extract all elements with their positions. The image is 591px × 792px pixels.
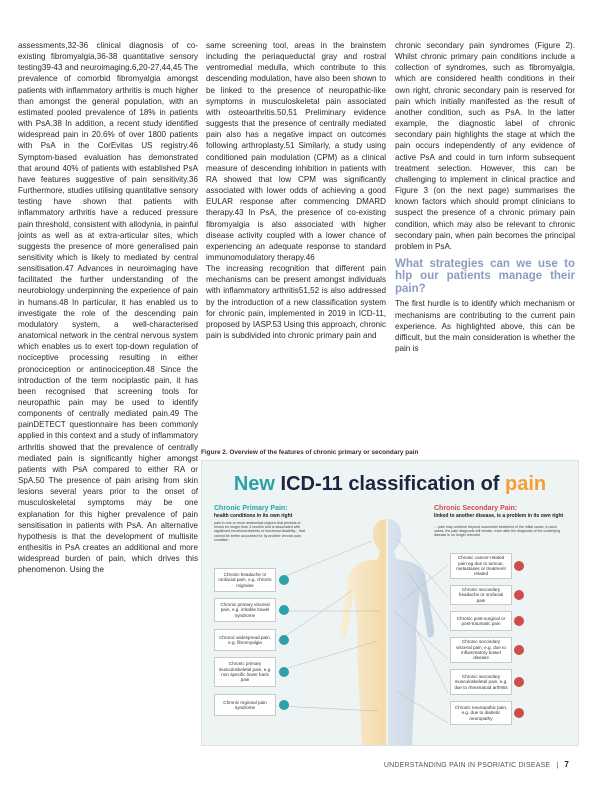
secondary-box-cancer: Chronic cancer-related pain eg due to tumour, metastases or treatment related (450, 553, 512, 579)
nerve-icon (514, 708, 524, 718)
text-column-2 (206, 40, 386, 341)
secondary-subtitle: linked to another disease, is a problem in its own right (434, 512, 564, 519)
figure-icd11 (201, 460, 579, 746)
secondary-box-musculoskeletal: Chronic secondary musculoskeletal pain, e.g. due to rheumatoid arthritis (450, 669, 512, 695)
secondary-box-neuropathic: Chronic neuropathic pain, e.g. due to diabetic neuropathy (450, 701, 512, 725)
primary-title: Chronic Primary Pain: (214, 505, 288, 512)
body-text: chronic secondary pain syndromes (Figure 2). Whilst chronic primary pain conditions include a collection of syndromes, such as fibromyalgia, which are considered health conditions in their own right, chronic secondary pain is reserved for pain which initially manifested as the result of another condition, such as PsA. In the latter example, the diagnostic label of chronic secondary pain highlights the stage at which the pain occurs independently of any evidence of active PsA and could in turn inform subsequent treatment selection. However, this can be challenging to implement in clinical practice and Figure 3 (on the next page) summarises the known factors which should prompt clinicians to suspect the presence of a chronic primary pain condition, which may also be relevant to chronic secondary pain, when pain becomes the principal problem in PsA. (395, 41, 575, 251)
surgery-icon (514, 616, 524, 626)
cancer-icon (514, 561, 524, 571)
head-icon (279, 575, 289, 585)
figure-caption: Figure 2. Overview of the features of chronic primary or secondary pain (201, 449, 419, 456)
body-icon (279, 635, 289, 645)
title-pain: pain (505, 473, 547, 495)
limb-icon (279, 700, 289, 710)
text-column-3 (395, 40, 575, 354)
secondary-title: Chronic Secondary Pain: (434, 505, 518, 512)
stomach-icon (279, 605, 289, 615)
primary-description: pain in one or more anatomical regions that persists or recurs for longer than 3 months and is associated with significant emotional distress or functional disability... that cannot be better accounted for by another chronic pain condition (214, 521, 306, 542)
intestine-icon (514, 645, 524, 655)
body-text: same screening tool, areas in the brainstem including the periaqueductal gray and rostral ventromedial medulla, which contribute to this descending modulation, have also been shown to be linked to the presence of neuropathic-like symptoms in musculoskeletal pain associated with osteoarthritis.50,51 Preliminary evidence suggests that the presence of centrally mediated pain also has a negative impact on outcomes following arthroplasty.51 Similarly, a study using conditioned pain modulation (CPM) as a clinical measure of descending inhibition in patients with RA showed that low CPM was significantly associated with lower odds of achieving a good EULAR response after commencing DMARD therapy.43 In PsA, the presence of co-existing fibromyalgia is also associated with higher disease activity coupled with a lower chance of experiencing an adequate response to standard immunomodulatory therapy.46 (206, 41, 386, 262)
primary-box-regional: Chronic regional pain syndrome (214, 694, 276, 716)
page-number: 7 (564, 760, 569, 769)
page-footer (384, 760, 569, 769)
title-new: New (233, 473, 275, 495)
section-heading: What strategies can we use to hlp our patients manage their pain? (395, 257, 575, 295)
body-text: The first hurdle is to identify which mechanism or mechanisms are contributing to the current pain experience. As highlighted above, this can be difficult, but the main consideration is whether the pain is (395, 299, 575, 354)
secondary-box-visceral: Chronic secondary visceral pain, e.g. due to inflammatory bowel disease (450, 637, 512, 663)
head-icon (514, 590, 524, 600)
secondary-box-post-surgical: Chronic post-surgical or post-traumatic pain (450, 611, 512, 631)
primary-box-musculoskeletal: Chronic primary musculoskeletal pain, e.g. non specific lower back pain (214, 657, 276, 687)
title-mid: ICD-11 classification of (274, 473, 506, 495)
footer-separator: | (556, 762, 559, 769)
secondary-box-headache: Chronic secondary headache or orofacial pain (450, 585, 512, 605)
body-text: assessments,32-36 clinical diagnosis of co-existing fibromyalgia,36-38 quantitative sensory testing39-43 and neuroimaging.6,20-27,44,45 The prevalence of comorbid fibromyalgia amongst patients with inflammatory arthritis is much higher than amongst the general population, with an estimated pooled prevalence of 18% in patients with PsA.38 In addition, a recent study identified widespread pain in 20.6% of over 1800 patients with PsA in the CorEvitas US registry.46 Symptom-based evaluation has demonstrated that around 40% of patients with established PsA have features suggestive of pain sensitivity.36 Furthermore, studies utilising quantitative sensory testing have shown that patients with inflammatory arthritis have a reduced pressure pain threshold, consistent with allodynia, in painful joints as well as at extra-articular sites, which suggests the presence of more generalised pain sensitivity which is likely to mediated by central sensitisation.47 Advances in neuroimaging have facilitated the further understanding of the neurobiology underpinning the experience of pain in humans.48 In particular, it has enabled us to investigate the role of the descending pain modulatory system, a well-characterised anatomical network in the central nervous system which enables us to exert top-down regulation of nociceptive processing resulting in either pronociception or antinociception.48 Since the introduction of the term nociplastic pain, it has been recognised that screening tools for neuropathic pain may be used to identify components of centrally mediated pain.49 The painDETECT questionnaire has been commonly applied in this context and a study of inflammatory arthritis showed that the prevalence of centrally mediated pain is significantly higher amongst patients with PsA compared to either RA or SpA.50 The presence of pain arising from skin lesions several years prior to the onset of musculoskeletal symptoms may be one explanation for this higher prevalence of pain sensitisation in patients with PsA. An alternative hypothesis is that the development of multisite enthesitis in PsA creates an additional and more widespread burden of pain, which drives this phenomenon. Using the (18, 41, 198, 575)
spine-icon (279, 667, 289, 677)
primary-subtitle: health conditions in its own right (214, 512, 293, 519)
joint-icon (514, 677, 524, 687)
text-column-1 (18, 40, 198, 576)
secondary-description: ... pain may continue beyond successful treatment of the initial cause; in such cases, the pain diagnosis will remain, even after the diagnosis of the underlying disease is no longer relevant (434, 525, 561, 538)
primary-box-headache: Chronic headache or orofacial pain, e.g. chronic migraine (214, 568, 276, 592)
primary-box-widespread: Chronic widespread pain, e.g. fibromyalgia (214, 629, 276, 651)
primary-box-visceral: Chronic primary visceral pain, e.g. irritable bowel syndrome (214, 598, 276, 622)
footer-title: UNDERSTANDING PAIN IN PSORIATIC DISEASE (383, 762, 551, 769)
body-text: The increasing recognition that different pain mechanisms can be present amongst individuals with inflammatory arthritis51,52 is also addressed by the introduction of a new classification system for chronic pain, implemented in 2019 in ICD-11, proposed by IASP.53 Using this approach, chronic pain is subdivided into chronic primary pain and (206, 264, 386, 341)
